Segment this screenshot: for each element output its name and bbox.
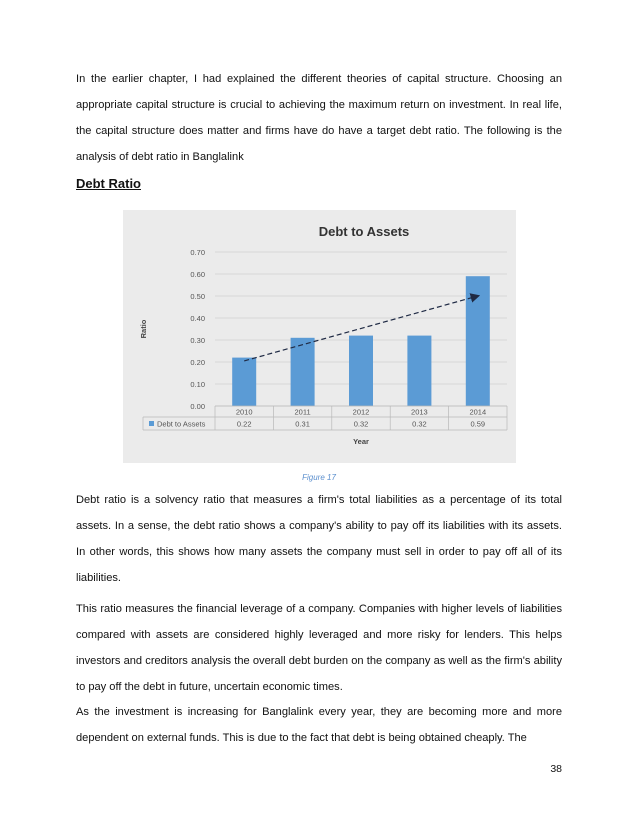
x-tick-label: 2014: [469, 407, 487, 417]
bar-2013: [407, 336, 431, 406]
x-axis-label: Year: [353, 437, 369, 446]
chart-svg: [123, 210, 516, 463]
y-tick-label: 0.00: [190, 402, 205, 411]
section-heading: Debt Ratio: [76, 176, 141, 191]
data-label: 0.32: [412, 419, 427, 429]
y-tick-label: 0.10: [190, 380, 205, 389]
data-label: 0.31: [295, 419, 310, 429]
data-label: 0.22: [236, 419, 252, 429]
x-tick-label: 2013: [411, 407, 428, 417]
y-tick-label: 0.30: [190, 336, 205, 345]
bar-2014: [466, 276, 490, 406]
x-tick-label: 2010: [235, 407, 253, 417]
chart-title: Debt to Assets: [318, 224, 410, 239]
conclusion-paragraph: As the investment is increasing for Banglalink every year, they are becoming more and more dependent on external funds. This is due to the fact that debt is being obtained cheaply. The: [76, 706, 562, 744]
legend-swatch: [149, 421, 154, 426]
definition-paragraph: Debt ratio is a solvency ratio that measures a firm's total liabilities as a percentage of its total assets. In a sense, the debt ratio shows a company's ability to pay off its liabilities with its assets. In other words, this shows how many assets the company must sell in order to pay off all of its liabilities.: [76, 494, 562, 584]
y-tick-label: 0.20: [190, 358, 205, 367]
debt-to-assets-chart: [123, 210, 516, 463]
bar-2010: [232, 358, 256, 406]
y-axis-label: Ratio: [139, 319, 148, 339]
data-label: 0.59: [470, 419, 486, 429]
page-number: 38: [550, 763, 562, 775]
y-tick-label: 0.40: [190, 314, 205, 323]
figure-caption: Figure 17: [302, 473, 336, 482]
leverage-paragraph: This ratio measures the financial leverage of a company. Companies with higher levels of liabilities compared with assets are considered highly leveraged and more risky for lenders. This helps investors and creditors analysis the overall debt burden on the company as well as the firm's ability to pay off the debt in future, uncertain economic times.: [76, 603, 562, 693]
x-tick-label: 2011: [294, 407, 311, 417]
y-tick-label: 0.50: [190, 292, 205, 301]
legend-label: Debt to Assets: [157, 419, 206, 429]
y-tick-label: 0.60: [190, 270, 205, 279]
y-tick-label: 0.70: [190, 248, 205, 257]
x-tick-label: 2012: [352, 407, 370, 417]
bar-2012: [349, 336, 373, 406]
bar-2011: [291, 338, 315, 406]
data-label: 0.32: [353, 419, 369, 429]
intro-paragraph: In the earlier chapter, I had explained the different theories of capital structure. Choosing an appropriate capital structure is crucial to achieving the maximum return on investment. In real life, the capital structure does matter and firms have do have a target debt ratio. The following is the analysis of debt ratio in Banglalink: [76, 73, 562, 163]
